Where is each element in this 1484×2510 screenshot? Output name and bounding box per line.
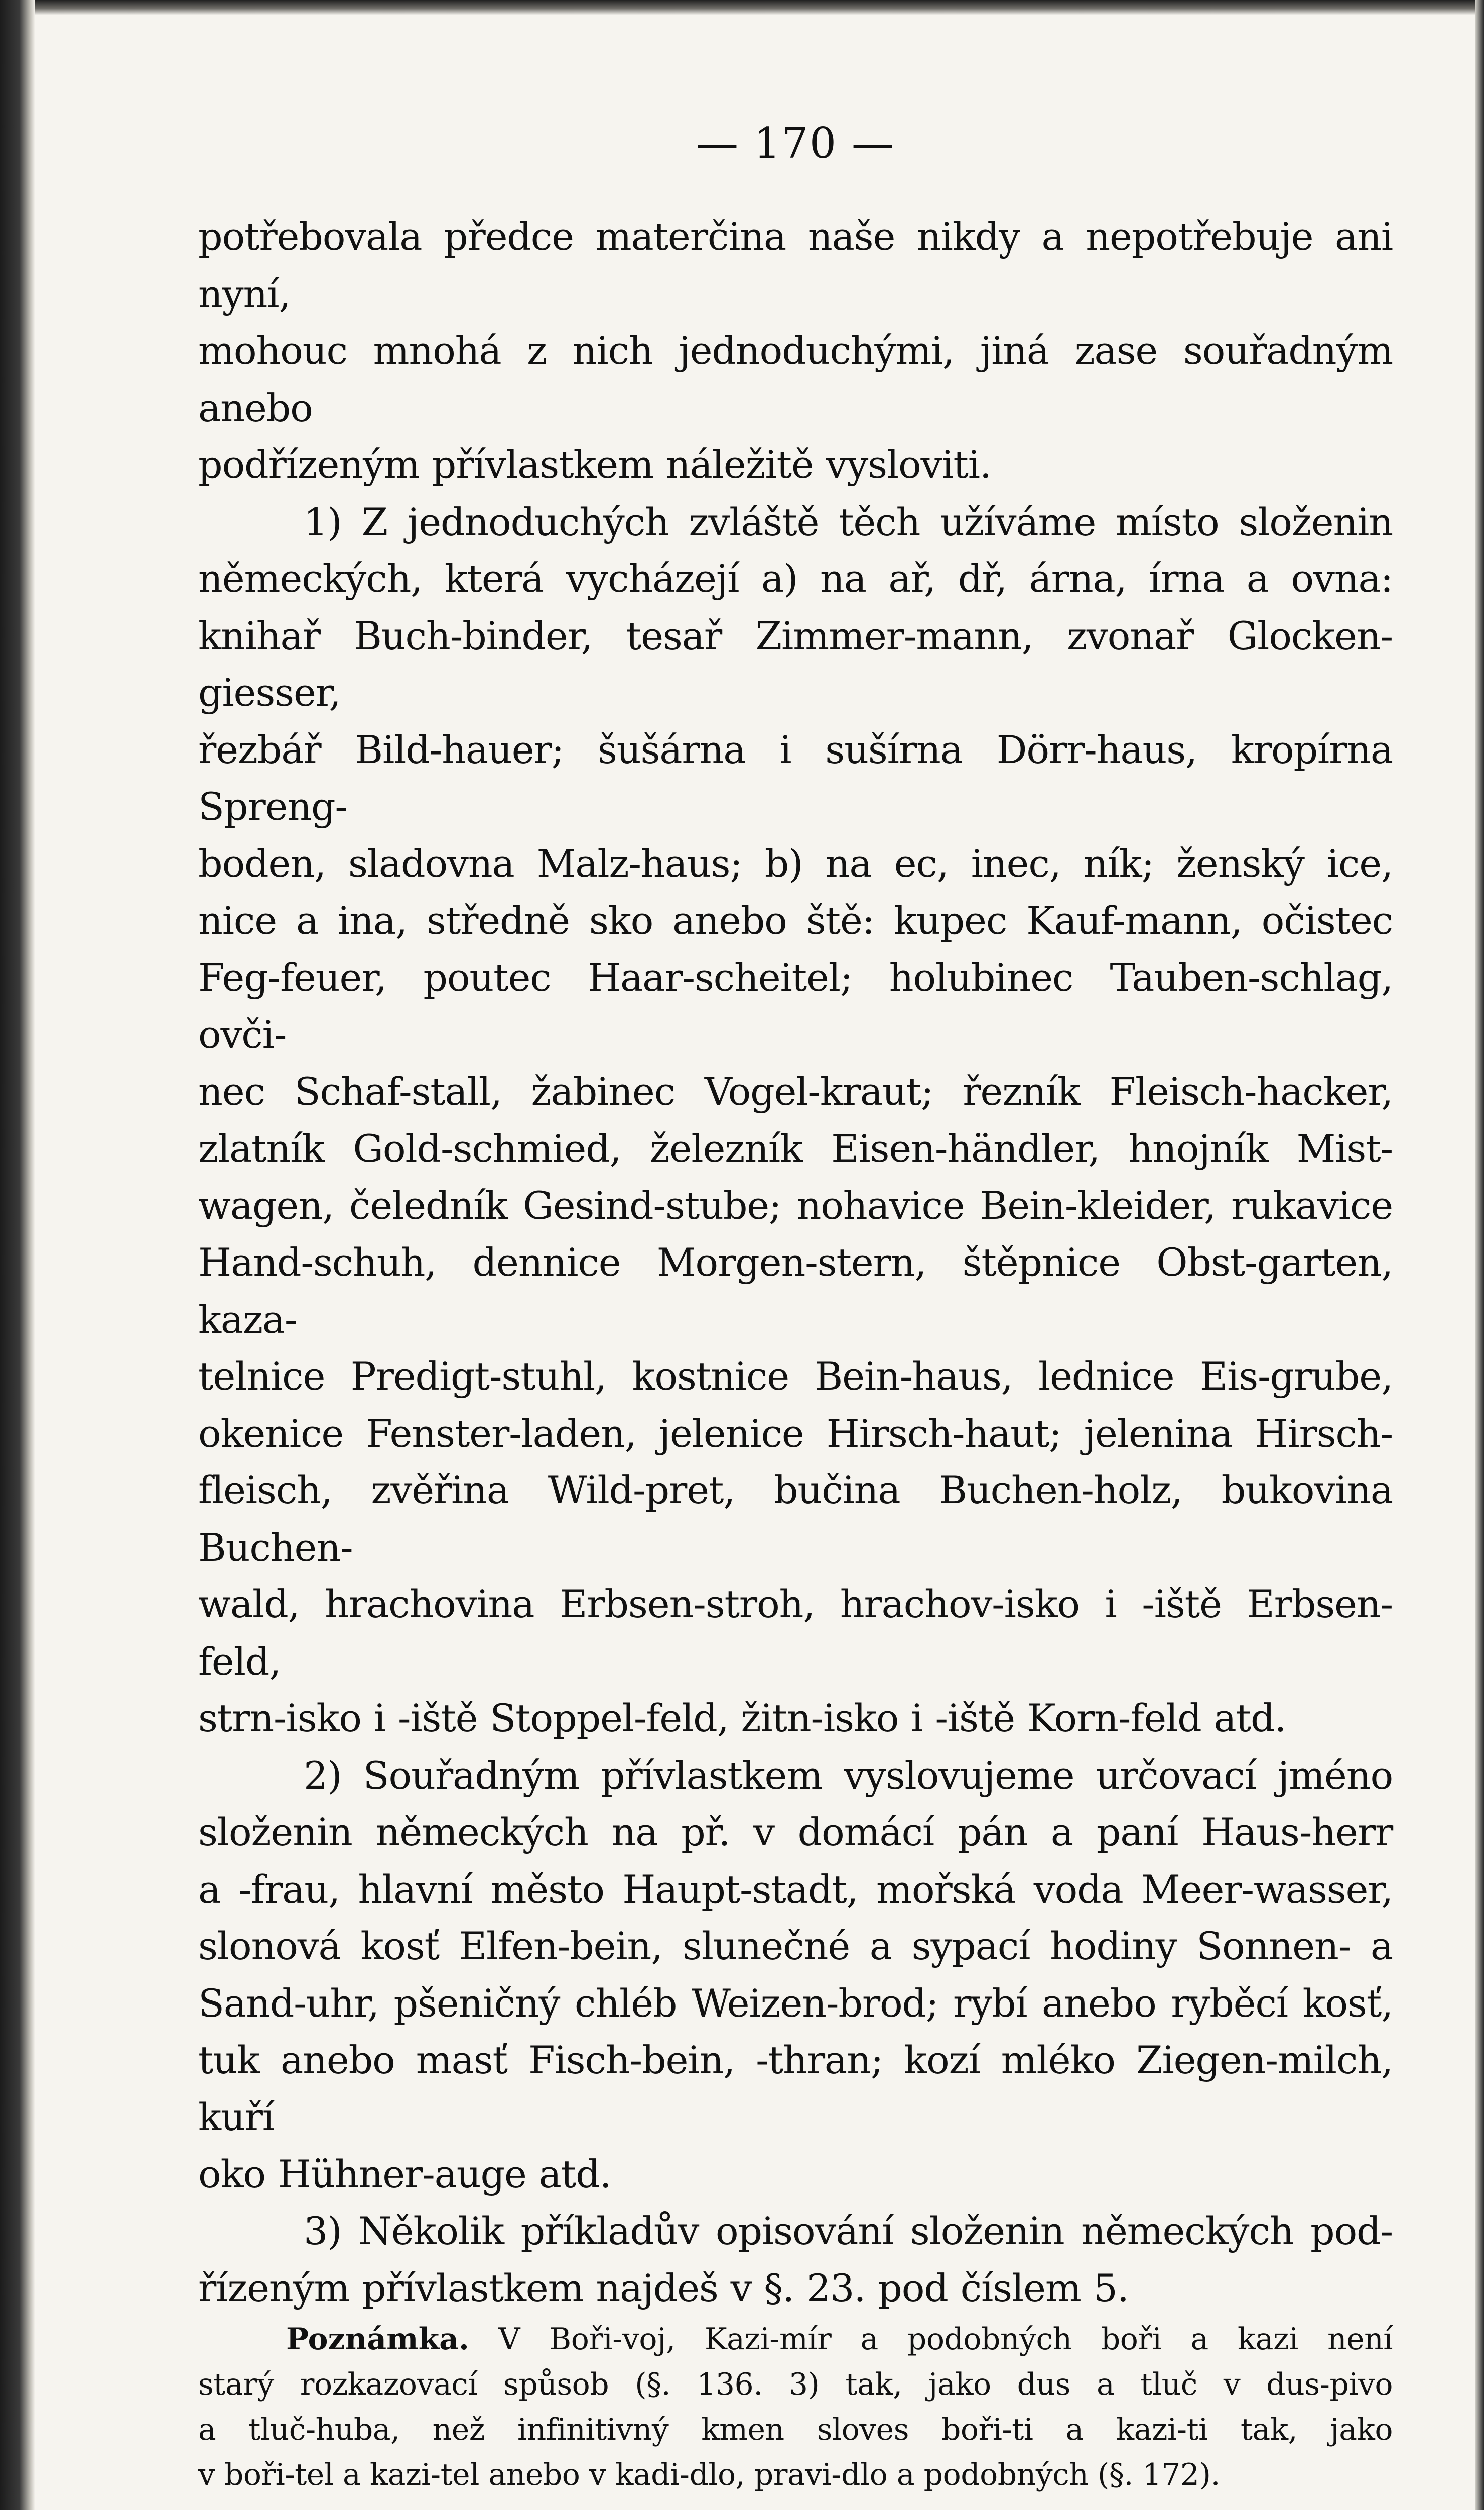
note-text: V Boři-voj, Kazi-mír a podobných boři a kazi není [498,2321,1393,2357]
page-number: — 170 — [696,118,895,168]
note-block [198,2317,1393,2497]
page-edge-shadow-top [0,0,1484,15]
text-line: wagen, čeledník Gesind-stube; nohavice Bein-kleider, rukavice [198,1183,1393,1228]
text-line: Hand-schuh, dennice Morgen-stern, štěpnice Obst-garten, kaza- [198,1240,1393,1342]
text-line: řezbář Bild-hauer; šušárna i sušírna Dörr-haus, kropírna Spreng- [198,727,1393,829]
text-line: podřízeným přívlastkem náležitě vysloviti. [198,442,991,487]
text-line: wald, hrachovina Erbsen-stroh, hrachov-isko i -iště Erbsen-feld, [198,1582,1393,1684]
text-line: mohouc mnohá z nich jednoduchými, jiná zase souřadným anebo [198,328,1393,430]
note-label: Poznámka. [286,2321,469,2357]
note-line: a tluč-huba, než infinitivný kmen sloves boři-ti a kazi-ti tak, jako [198,2412,1393,2447]
text-line: a -frau, hlavní město Haupt-stadt, mořská voda Meer-wasser, [198,1866,1393,1912]
text-line: fleisch, zvěřina Wild-pret, bučina Buchen-holz, bukovina Buchen- [198,1468,1393,1570]
page-edge-shadow-right [1475,0,1484,2510]
page-edge-shadow-left [0,0,35,2510]
text-line: okenice Fenster-laden, jelenice Hirsch-haut; jelenina Hirsch- [198,1411,1393,1456]
text-line: boden, sladovna Malz-haus; b) na ec, inec, ník; ženský ice, [198,841,1393,886]
text-line: knihař Buch-binder, tesař Zimmer-mann, zvonař Glocken-giesser, [198,613,1393,715]
note-line: starý rozkazovací spůsob (§. 136. 3) tak, jako dus a tluč v dus-pivo [198,2366,1393,2402]
text-line: německých, která vycházejí a) na ař, dř, árna, írna a ovna: [198,556,1393,601]
text-line: telnice Predigt-stuhl, kostnice Bein-haus, lednice Eis-grube, [198,1354,1393,1399]
note-line [198,2317,1393,2362]
text-line: strn-isko i -iště Stoppel-feld, žitn-isko i -iště Korn-feld atd. [198,1696,1286,1740]
text-line: tuk anebo masť Fisch-bein, -thran; kozí mléko Ziegen-milch, kuří [198,2038,1393,2140]
text-line: potřebovala předce materčina naše nikdy a nepotřebuje ani nyní, [198,214,1393,316]
text-line: složenin německých na př. v domácí pán a paní Haus-herr [198,1810,1393,1854]
text-line: oko Hühner-auge atd. [198,2152,611,2196]
text-line: nice a ina, středně sko anebo ště: kupec Kauf-mann, očistec [198,898,1393,943]
text-line: řízeným přívlastkem najdeš v §. 23. pod číslem 5. [198,2266,1129,2310]
text-line: 3) Několik příkladův opisování složenin německých pod- [304,2208,1393,2253]
text-line: Feg-feuer, poutec Haar-scheitel; holubinec Tauben-schlag, ovči- [198,955,1393,1057]
text-line: nec Schaf-stall, žabinec Vogel-kraut; řezník Fleisch-hacker, [198,1069,1393,1114]
text-line: zlatník Gold-schmied, železník Eisen-händler, hnojník Mist- [198,1126,1393,1171]
text-line: Sand-uhr, pšeničný chléb Weizen-brod; rybí anebo ryběcí kosť, [198,1980,1393,2026]
text-line: 2) Souřadným přívlastkem vyslovujeme určovací jméno [304,1752,1393,1798]
text-line: 1) Z jednoduchých zvláště těch užíváme místo složenin [304,499,1393,544]
text-line: slonová kosť Elfen-bein, slunečné a sypací hodiny Sonnen- a [198,1924,1393,1968]
note-line: v boři-tel a kazi-tel anebo v kadi-dlo, pravi-dlo a podobných (§. 172). [198,2457,1221,2492]
body-text [198,208,1393,2317]
page-content [198,105,1393,2510]
